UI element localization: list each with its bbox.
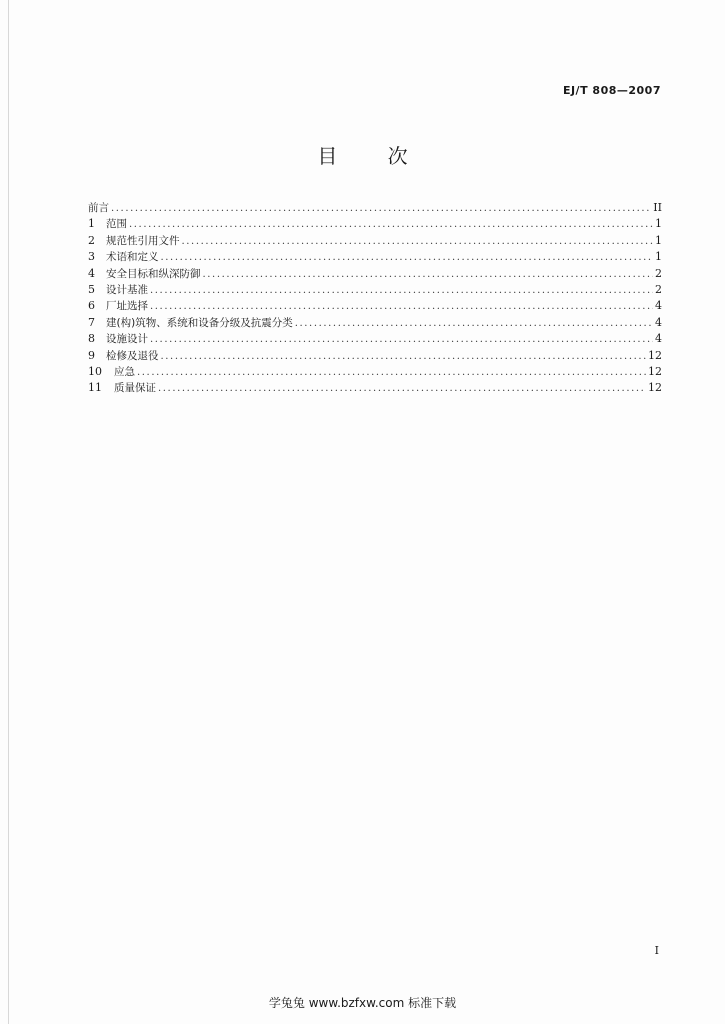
toc-leader-dots xyxy=(182,234,654,250)
table-of-contents xyxy=(88,200,662,397)
toc-entry-number: 7 xyxy=(88,315,95,329)
toc-entry[interactable] xyxy=(88,380,662,396)
toc-entry-label: 前言 xyxy=(88,202,109,214)
toc-entry[interactable] xyxy=(88,233,662,249)
toc-entry-page: 1 xyxy=(655,217,662,231)
toc-entry-label: 厂址选择 xyxy=(106,300,148,313)
toc-entry[interactable] xyxy=(88,266,662,282)
toc-leader-dots xyxy=(150,283,653,299)
toc-entry-number: 4 xyxy=(88,266,95,280)
toc-entry-label: 范围 xyxy=(106,218,127,231)
toc-leader-dots xyxy=(161,349,647,365)
toc-entry[interactable] xyxy=(88,331,662,347)
toc-entry-page: 1 xyxy=(655,233,662,247)
toc-entry-page: 2 xyxy=(655,266,662,280)
toc-leader-dots xyxy=(150,299,653,315)
toc-leader-dots xyxy=(111,201,651,217)
toc-entry-label: 规范性引用文件 xyxy=(106,234,180,247)
toc-entry-page: 4 xyxy=(655,332,662,346)
toc-entry[interactable] xyxy=(88,249,662,265)
toc-entry-page: 12 xyxy=(648,348,662,362)
toc-leader-dots xyxy=(150,332,653,348)
toc-entry-label: 设施设计 xyxy=(106,333,148,346)
toc-entry[interactable] xyxy=(88,298,662,314)
standard-code: EJ/T 808—2007 xyxy=(562,84,661,97)
toc-leader-dots xyxy=(161,250,654,266)
toc-entry-label: 建(构)筑物、系统和设备分级及抗震分类 xyxy=(106,316,293,329)
page-title: 目 次 xyxy=(317,144,430,168)
toc-entry-page: 2 xyxy=(655,282,662,296)
toc-entry-label: 应急 xyxy=(114,365,135,378)
toc-entry-number: 11 xyxy=(88,381,102,395)
toc-entry-label: 设计基准 xyxy=(106,283,148,296)
toc-entry[interactable] xyxy=(88,200,662,216)
toc-entry-number: 3 xyxy=(88,250,95,264)
toc-entry-number: 8 xyxy=(88,332,95,346)
page-number: I xyxy=(654,944,659,957)
toc-leader-dots xyxy=(203,267,654,283)
toc-entry-page: 4 xyxy=(655,315,662,329)
toc-entry-number: 10 xyxy=(88,364,102,378)
toc-entry[interactable] xyxy=(88,216,662,232)
toc-leader-dots xyxy=(295,316,653,332)
toc-entry-page: 4 xyxy=(655,299,662,313)
toc-entry-page: 12 xyxy=(648,364,662,378)
toc-entry[interactable] xyxy=(88,364,662,380)
footer-watermark: 学兔兔 www.bzfxw.com 标准下载 xyxy=(268,996,457,1010)
toc-leader-dots xyxy=(137,365,646,381)
toc-entry-number: 2 xyxy=(88,233,95,247)
toc-entry-number: 9 xyxy=(88,348,95,362)
toc-entry-label: 安全目标和纵深防御 xyxy=(106,267,201,280)
toc-entry-page: 1 xyxy=(655,250,662,264)
toc-entry-number: 5 xyxy=(88,282,95,296)
toc-entry-label: 术语和定义 xyxy=(106,251,159,264)
toc-entry-label: 质量保证 xyxy=(114,382,156,395)
toc-entry[interactable] xyxy=(88,282,662,298)
toc-entry[interactable] xyxy=(88,315,662,331)
toc-entry-page: II xyxy=(653,201,662,214)
toc-leader-dots xyxy=(158,381,646,397)
toc-entry-page: 12 xyxy=(648,381,662,395)
toc-leader-dots xyxy=(129,217,653,233)
toc-entry-number: 1 xyxy=(88,217,95,231)
toc-entry-label: 检修及退役 xyxy=(106,349,159,362)
toc-entry-number: 6 xyxy=(88,299,95,313)
toc-entry[interactable] xyxy=(88,348,662,364)
